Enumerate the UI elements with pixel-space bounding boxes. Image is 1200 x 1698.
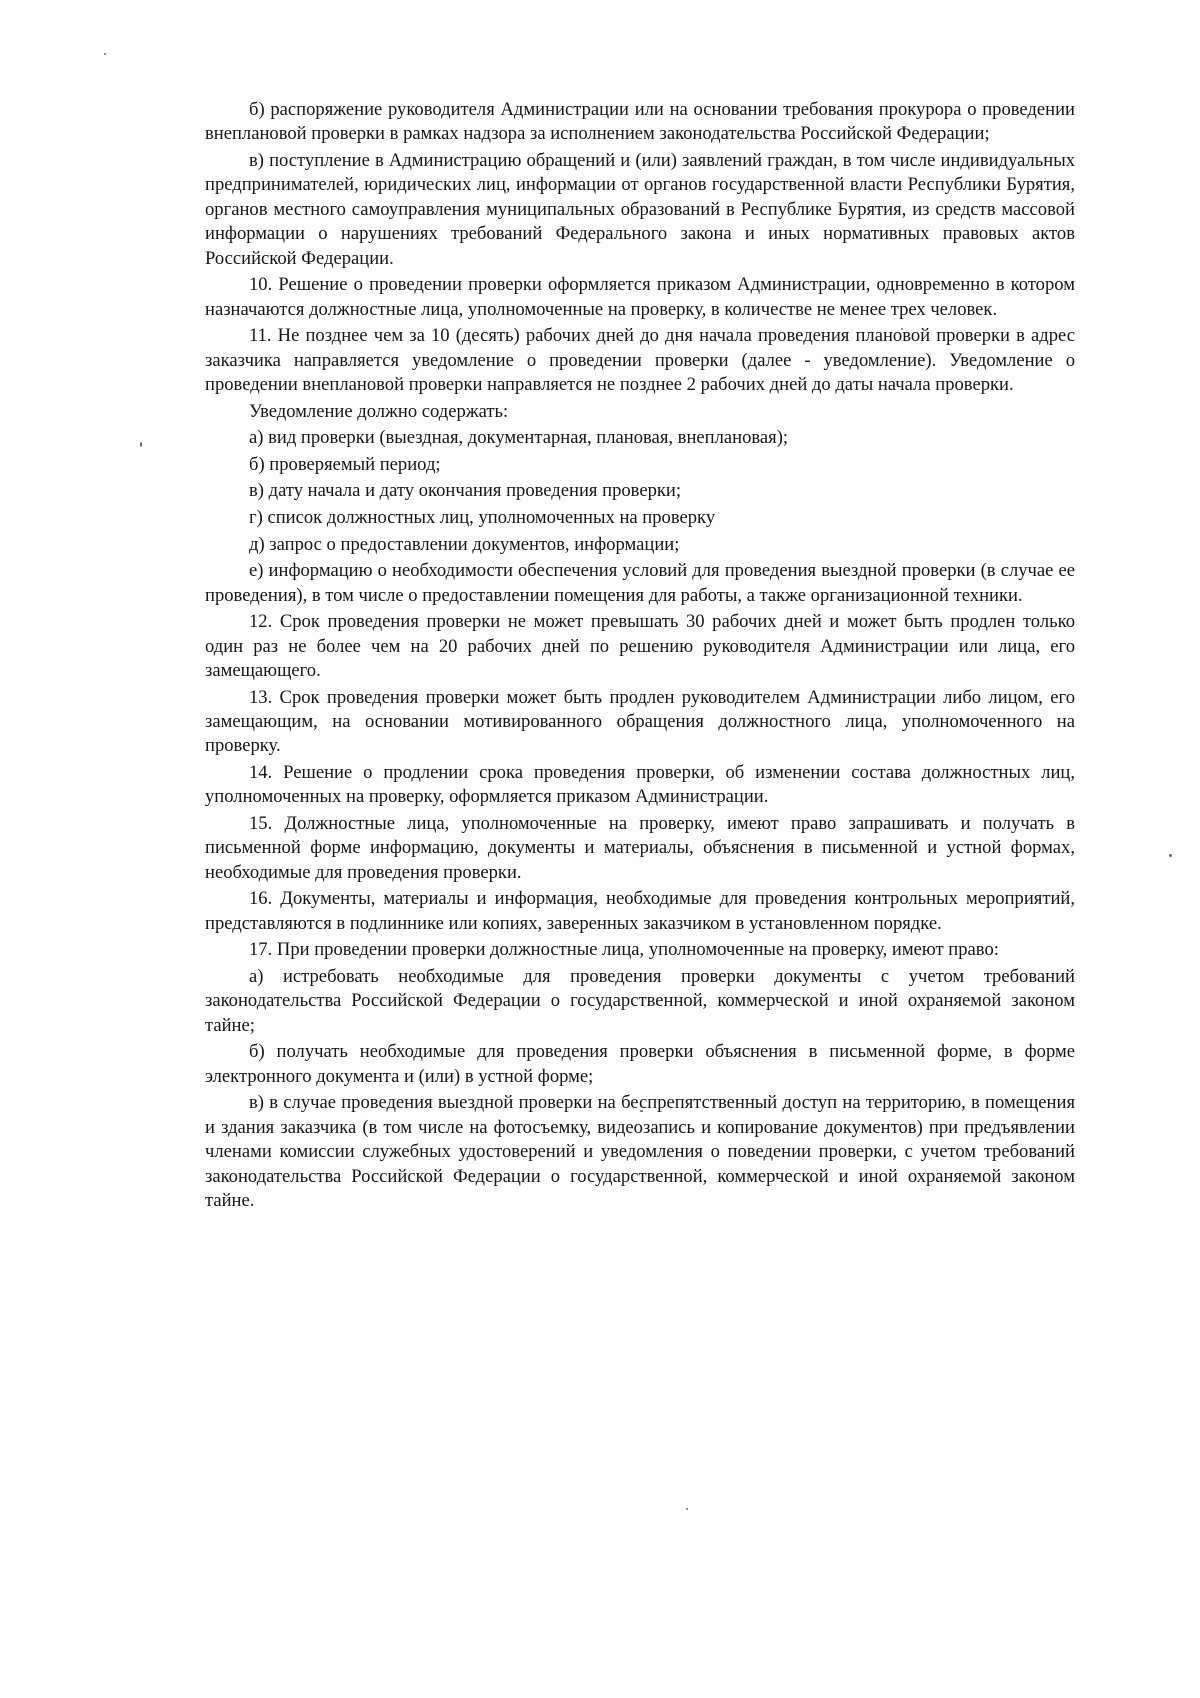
document-body	[205, 98, 1075, 1216]
paragraph: 17. При проведении проверки должностные лица, уполномоченные на проверку, имеют право:	[249, 939, 999, 961]
scan-speck	[686, 1508, 688, 1510]
list-item: в) в случае проведения выездной проверки на беспрепятственный доступ на территорию, в помещения и здания заказчика (в том числе на фотосъемку, видеозапись и копирование документов) при предъявлении членами комиссии служебных удостоверений и уведомления о поведении проверки, с учетом требований законодательства Российской Федерации о государственной, коммерческой и иной охраняемой законом тайне.	[205, 1092, 1075, 1212]
paragraph: б) распоряжение руководителя Администрации или на основании требования прокурора о проведении внеплановой проверки в рамках надзора за исполнением законодательства Российской Федерации;	[205, 99, 1075, 145]
list-item: в) дату начала и дату окончания проведения проверки;	[249, 480, 682, 502]
scan-speck	[140, 442, 142, 447]
paragraph: 10. Решение о проведении проверки оформляется приказом Администрации, одновременно в котором назначаются должностные лица, уполномоченные на проверку, в количестве не менее трех человек.	[205, 274, 1075, 320]
paragraph: в) поступление в Администрацию обращений и (или) заявлений граждан, в том числе индивидуальных предпринимателей, юридических лиц, информации от органов государственной власти Республики Бурятия, органов местного самоуправления муниципальных образований в Республике Бурятия, из средств массовой информации о нарушениях требований Федерального закона и иных нормативных правовых актов Российской Федерации.	[205, 150, 1075, 269]
paragraph: Уведомление должно содержать:	[249, 400, 509, 422]
list-item: а) истребовать необходимые для проведения проверки документы с учетом требований законодательства Российской Федерации о государственной, коммерческой и иной охраняемой законом тайне;	[205, 966, 1075, 1036]
paragraph: 12. Срок проведения проверки не может превышать 30 рабочих дней и может быть продлен только один раз не более чем на 20 рабочих дней по решению руководителя Администрации или лица, его замещающего.	[205, 611, 1075, 681]
paragraph: 16. Документы, материалы и информация, необходимые для проведения контрольных мероприятий, представляются в подлиннике или копиях, заверенных заказчиком в установленном порядке.	[205, 888, 1075, 934]
paragraph: 13. Срок проведения проверки может быть продлен руководителем Администрации либо лицом, его замещающим, на основании мотивированного обращения должностного лица, уполномоченного на проверку.	[205, 686, 1075, 757]
list-item: б) получать необходимые для проведения проверки объяснения в письменной форме, в форме электронного документа и (или) в устной форме;	[205, 1041, 1075, 1087]
list-item: б) проверяемый период;	[249, 453, 441, 475]
list-item: г) список должностных лиц, уполномоченных на проверку	[249, 507, 716, 528]
scan-speck	[1169, 854, 1172, 857]
paragraph: 15. Должностные лица, уполномоченные на проверку, имеют право запрашивать и получать в письменной форме информацию, документы и материалы, объяснения в письменной и устной формах, необходимые для проведения проверки.	[205, 813, 1075, 883]
list-item: а) вид проверки (выездная, документарная, плановая, внеплановая);	[249, 427, 789, 449]
paragraph: 11. Не позднее чем за 10 (десять) рабочих дней до дня начала проведения плановой проверки в адрес заказчика направляется уведомление о проведении проверки (далее - уведомление). Уведомление о проведении внеплановой проверки направляется не позднее 2 рабочих дней до даты начала проверки.	[205, 325, 1075, 396]
paragraph: 14. Решение о продлении срока проведения проверки, об изменении состава должностных лиц, уполномоченных на проверку, оформляется приказом Администрации.	[205, 762, 1075, 808]
list-item: е) информацию о необходимости обеспечения условий для проведения выездной проверки (в случае ее проведения), в том числе о предоставлении помещения для работы, а также организационной техники.	[205, 560, 1075, 606]
list-item: д) запрос о предоставлении документов, информации;	[249, 533, 680, 555]
scan-speck	[104, 53, 106, 55]
